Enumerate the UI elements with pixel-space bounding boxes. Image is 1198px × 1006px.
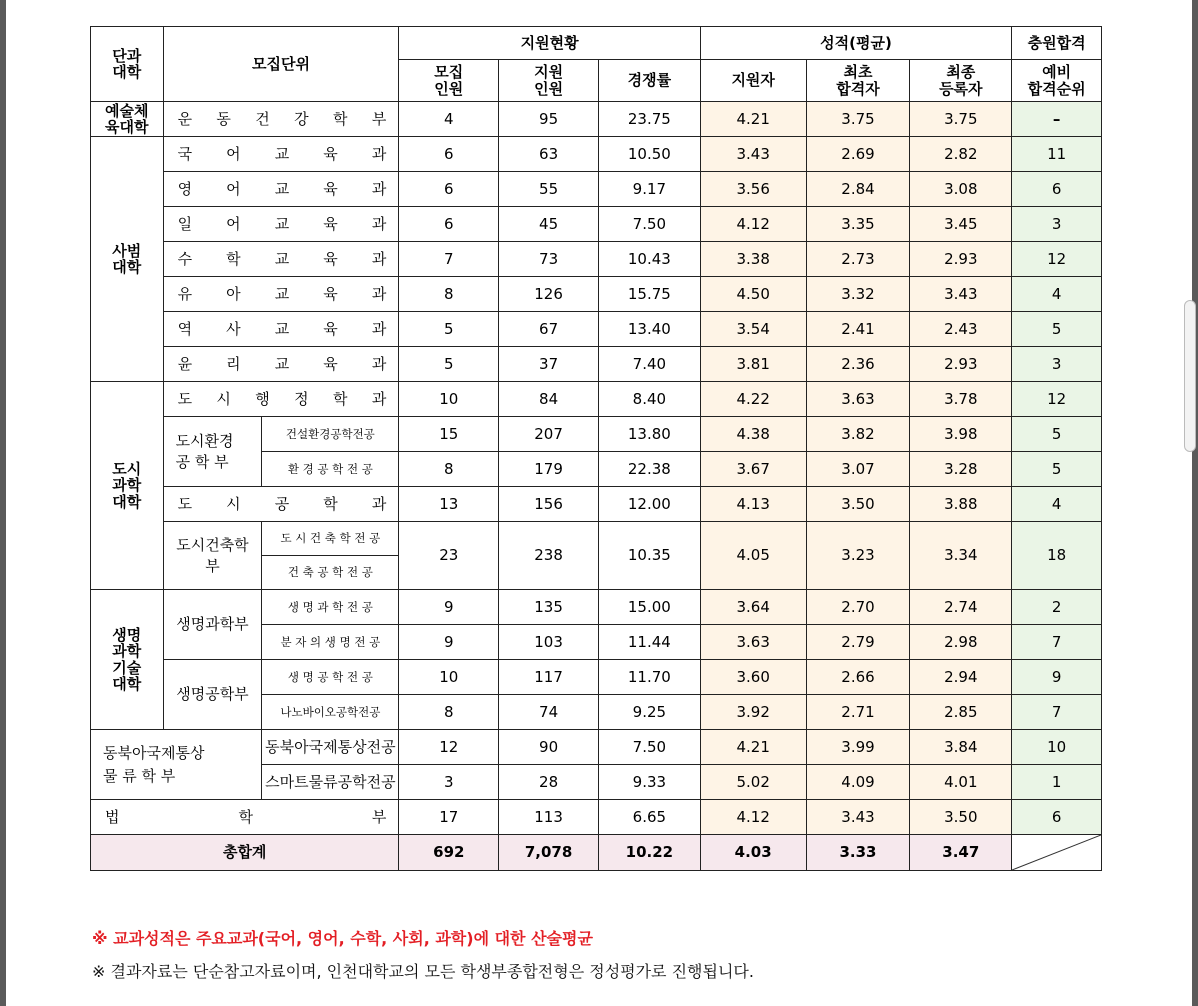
grade-final-cell: 3.98 — [910, 417, 1012, 452]
grade-applicant-cell: 4.38 — [700, 417, 806, 452]
quota-cell: 5 — [399, 347, 499, 382]
total-grade-first: 3.33 — [806, 835, 910, 871]
reserve-rank-cell: 3 — [1012, 347, 1102, 382]
admission-results-table — [90, 26, 1102, 871]
reserve-rank-cell: 9 — [1012, 660, 1102, 695]
unit-name: 역 사 교 육 과 — [163, 312, 399, 347]
reserve-rank-cell: 11 — [1012, 137, 1102, 172]
header-applicants: 지원 인원 — [499, 60, 599, 102]
ratio-cell: 13.80 — [598, 417, 700, 452]
footnotes — [92, 926, 754, 982]
grade-final-cell: 2.43 — [910, 312, 1012, 347]
grade-first-cell: 3.35 — [806, 207, 910, 242]
total-ratio: 10.22 — [598, 835, 700, 871]
applicants-cell: 28 — [499, 765, 599, 800]
grade-first-cell: 2.71 — [806, 695, 910, 730]
quota-cell: 13 — [399, 487, 499, 522]
table-row — [91, 137, 1102, 172]
applicants-cell: 238 — [499, 522, 599, 590]
diagonal-line — [1012, 835, 1101, 870]
applicants-cell: 55 — [499, 172, 599, 207]
reserve-rank-cell: 3 — [1012, 207, 1102, 242]
quota-cell: 8 — [399, 695, 499, 730]
ratio-cell: 7.50 — [598, 207, 700, 242]
college-law: 법 학 부 — [91, 800, 399, 835]
quota-cell: 10 — [399, 382, 499, 417]
grade-final-cell: 2.93 — [910, 242, 1012, 277]
table-row — [91, 277, 1102, 312]
ratio-cell: 9.17 — [598, 172, 700, 207]
grade-first-cell: 3.32 — [806, 277, 910, 312]
grade-applicant-cell: 3.60 — [700, 660, 806, 695]
grade-applicant-cell: 5.02 — [700, 765, 806, 800]
applicants-cell: 117 — [499, 660, 599, 695]
table-row — [91, 800, 1102, 835]
major-name: 나노바이오공학전공 — [262, 695, 399, 730]
ratio-cell: 13.40 — [598, 312, 700, 347]
grade-first-cell: 2.66 — [806, 660, 910, 695]
ratio-cell: 11.70 — [598, 660, 700, 695]
grade-applicant-cell: 3.43 — [700, 137, 806, 172]
ratio-cell: 22.38 — [598, 452, 700, 487]
applicants-cell: 74 — [499, 695, 599, 730]
major-name: 스마트물류공학전공 — [262, 765, 399, 800]
table-row — [91, 487, 1102, 522]
ratio-cell: 12.00 — [598, 487, 700, 522]
reserve-rank-cell: 4 — [1012, 487, 1102, 522]
total-grade-final: 3.47 — [910, 835, 1012, 871]
grade-applicant-cell: 4.12 — [700, 207, 806, 242]
grade-applicant-cell: 3.67 — [700, 452, 806, 487]
ratio-cell: 10.50 — [598, 137, 700, 172]
table-row — [91, 172, 1102, 207]
applicants-cell: 179 — [499, 452, 599, 487]
grade-applicant-cell: 4.21 — [700, 102, 806, 137]
header-quota: 모집 인원 — [399, 60, 499, 102]
unit-name: 일 어 교 육 과 — [163, 207, 399, 242]
note-reference: ※ 결과자료는 단순참고자료이며, 인천대학교의 모든 학생부종합전형은 정성평가로 진행됩니다. — [92, 962, 754, 981]
quota-cell: 7 — [399, 242, 499, 277]
header-first-pass: 최초 합격자 — [806, 60, 910, 102]
header-grades: 성적(평균) — [700, 27, 1011, 60]
college-logistics: 동북아국제통상 물 류 학 부 — [91, 730, 262, 800]
grade-applicant-cell: 3.38 — [700, 242, 806, 277]
table-row — [91, 312, 1102, 347]
applicants-cell: 84 — [499, 382, 599, 417]
total-row — [91, 835, 1102, 871]
table-row — [91, 207, 1102, 242]
grade-applicant-cell: 4.22 — [700, 382, 806, 417]
grade-final-cell: 3.28 — [910, 452, 1012, 487]
major-name: 도 시 건 축 학 전 공 — [262, 522, 399, 556]
reserve-rank-cell: 1 — [1012, 765, 1102, 800]
ratio-cell: 11.44 — [598, 625, 700, 660]
grade-final-cell: 2.94 — [910, 660, 1012, 695]
reserve-rank-cell: 7 — [1012, 625, 1102, 660]
grade-first-cell: 3.99 — [806, 730, 910, 765]
grade-applicant-cell: 4.50 — [700, 277, 806, 312]
table-row — [91, 242, 1102, 277]
grade-applicant-cell: 3.81 — [700, 347, 806, 382]
header-ratio: 경쟁률 — [598, 60, 700, 102]
grade-first-cell: 3.75 — [806, 102, 910, 137]
applicants-cell: 207 — [499, 417, 599, 452]
applicants-cell: 156 — [499, 487, 599, 522]
grade-final-cell: 2.74 — [910, 590, 1012, 625]
applicants-cell: 90 — [499, 730, 599, 765]
unit-group-urbanenv: 도시환경 공 학 부 — [163, 417, 262, 487]
college-education: 사범 대학 — [91, 137, 164, 382]
reserve-rank-cell: 10 — [1012, 730, 1102, 765]
quota-cell: 9 — [399, 625, 499, 660]
applicants-cell: 45 — [499, 207, 599, 242]
grade-first-cell: 3.63 — [806, 382, 910, 417]
ratio-cell: 9.25 — [598, 695, 700, 730]
major-name: 분 자 의 생 명 전 공 — [262, 625, 399, 660]
applicants-cell: 37 — [499, 347, 599, 382]
grade-final-cell: 4.01 — [910, 765, 1012, 800]
header-applicant-grade: 지원자 — [700, 60, 806, 102]
grade-final-cell: 2.85 — [910, 695, 1012, 730]
reserve-rank-cell: 6 — [1012, 800, 1102, 835]
note-grades: ※ 교과성적은 주요교과(국어, 영어, 수학, 사회, 과학)에 대한 산술평균 — [92, 929, 593, 948]
quota-cell: 3 — [399, 765, 499, 800]
table-row — [91, 730, 1102, 765]
total-applicants: 7,078 — [499, 835, 599, 871]
grade-final-cell: 3.50 — [910, 800, 1012, 835]
grade-applicant-cell: 3.54 — [700, 312, 806, 347]
reserve-rank-cell: 12 — [1012, 242, 1102, 277]
ratio-cell: 10.43 — [598, 242, 700, 277]
quota-cell: 5 — [399, 312, 499, 347]
grade-applicant-cell: 3.92 — [700, 695, 806, 730]
applicants-cell: 103 — [499, 625, 599, 660]
grade-first-cell: 2.36 — [806, 347, 910, 382]
grade-first-cell: 2.69 — [806, 137, 910, 172]
grade-first-cell: 3.23 — [806, 522, 910, 590]
grade-final-cell: 2.82 — [910, 137, 1012, 172]
grade-final-cell: 3.43 — [910, 277, 1012, 312]
ratio-cell: 15.75 — [598, 277, 700, 312]
major-name: 생 명 과 학 전 공 — [262, 590, 399, 625]
ratio-cell: 8.40 — [598, 382, 700, 417]
grade-first-cell: 2.41 — [806, 312, 910, 347]
quota-cell: 8 — [399, 452, 499, 487]
grade-first-cell: 3.82 — [806, 417, 910, 452]
quota-cell: 8 — [399, 277, 499, 312]
quota-cell: 6 — [399, 137, 499, 172]
total-diagonal-cell — [1012, 835, 1102, 871]
grade-final-cell: 3.84 — [910, 730, 1012, 765]
reserve-rank-cell: 2 — [1012, 590, 1102, 625]
major-name: 동북아국제통상전공 — [262, 730, 399, 765]
major-name: 환 경 공 학 전 공 — [262, 452, 399, 487]
document-page — [6, 0, 1192, 1006]
reserve-rank-cell: 5 — [1012, 312, 1102, 347]
unit-name: 윤 리 교 육 과 — [163, 347, 399, 382]
grade-applicant-cell: 4.13 — [700, 487, 806, 522]
grade-applicant-cell: 3.56 — [700, 172, 806, 207]
grade-first-cell: 2.84 — [806, 172, 910, 207]
college-life: 생명 과학 기술 대학 — [91, 590, 164, 730]
applicants-cell: 63 — [499, 137, 599, 172]
ratio-cell: 7.50 — [598, 730, 700, 765]
major-name: 생 명 공 학 전 공 — [262, 660, 399, 695]
grade-final-cell: 3.08 — [910, 172, 1012, 207]
college-arts: 예술체 육대학 — [91, 102, 164, 137]
quota-cell: 15 — [399, 417, 499, 452]
quota-cell: 23 — [399, 522, 499, 590]
ratio-cell: 6.65 — [598, 800, 700, 835]
table-row — [91, 417, 1102, 452]
major-name: 건설환경공학전공 — [262, 417, 399, 452]
grade-applicant-cell: 4.21 — [700, 730, 806, 765]
unit-name: 영 어 교 육 과 — [163, 172, 399, 207]
unit-group-arch: 도시건축학 부 — [163, 522, 262, 590]
total-grade-applicant: 4.03 — [700, 835, 806, 871]
grade-first-cell: 3.43 — [806, 800, 910, 835]
ratio-cell: 10.35 — [598, 522, 700, 590]
reserve-rank-cell: 6 — [1012, 172, 1102, 207]
grade-first-cell: 2.73 — [806, 242, 910, 277]
unit-name: 국 어 교 육 과 — [163, 137, 399, 172]
table-row — [91, 102, 1102, 137]
total-quota: 692 — [399, 835, 499, 871]
applicants-cell: 73 — [499, 242, 599, 277]
total-label: 총합계 — [91, 835, 399, 871]
grade-applicant-cell: 4.05 — [700, 522, 806, 590]
reserve-rank-cell: 5 — [1012, 417, 1102, 452]
unit-name: 도 시 공 학 과 — [163, 487, 399, 522]
grade-final-cell: 2.98 — [910, 625, 1012, 660]
grade-first-cell: 3.50 — [806, 487, 910, 522]
header-app-status: 지원현황 — [399, 27, 700, 60]
table-row — [91, 590, 1102, 625]
header-extra-pass: 충원합격 — [1012, 27, 1102, 60]
grade-final-cell: 3.75 — [910, 102, 1012, 137]
major-name: 건 축 공 학 전 공 — [262, 556, 399, 590]
applicants-cell: 95 — [499, 102, 599, 137]
header-reserve-rank: 예비 합격순위 — [1012, 60, 1102, 102]
reserve-rank-cell: – — [1012, 102, 1102, 137]
reserve-rank-cell: 4 — [1012, 277, 1102, 312]
grade-final-cell: 3.88 — [910, 487, 1012, 522]
quota-cell: 10 — [399, 660, 499, 695]
quota-cell: 6 — [399, 172, 499, 207]
grade-final-cell: 3.45 — [910, 207, 1012, 242]
unit-group-lifesci: 생명과학부 — [163, 590, 262, 660]
unit-name: 도 시 행 정 학 과 — [163, 382, 399, 417]
quota-cell: 4 — [399, 102, 499, 137]
unit-name: 유 아 교 육 과 — [163, 277, 399, 312]
reserve-rank-cell: 12 — [1012, 382, 1102, 417]
quota-cell: 12 — [399, 730, 499, 765]
applicants-cell: 126 — [499, 277, 599, 312]
grade-applicant-cell: 3.64 — [700, 590, 806, 625]
grade-first-cell: 2.70 — [806, 590, 910, 625]
reserve-rank-cell: 7 — [1012, 695, 1102, 730]
applicants-cell: 67 — [499, 312, 599, 347]
table-row — [91, 347, 1102, 382]
header-college: 단과 대학 — [91, 27, 164, 102]
table-row — [91, 660, 1102, 695]
grade-final-cell: 3.78 — [910, 382, 1012, 417]
table-row — [91, 522, 1102, 556]
grade-final-cell: 2.93 — [910, 347, 1012, 382]
grade-first-cell: 4.09 — [806, 765, 910, 800]
header-unit: 모집단위 — [163, 27, 399, 102]
unit-group-lifeeng: 생명공학부 — [163, 660, 262, 730]
applicants-cell: 135 — [499, 590, 599, 625]
quota-cell: 9 — [399, 590, 499, 625]
grade-applicant-cell: 4.12 — [700, 800, 806, 835]
grade-final-cell: 3.34 — [910, 522, 1012, 590]
unit-name: 운 동 건 강 학 부 — [163, 102, 399, 137]
header-final-reg: 최종 등록자 — [910, 60, 1012, 102]
reserve-rank-cell: 5 — [1012, 452, 1102, 487]
reserve-rank-cell: 18 — [1012, 522, 1102, 590]
ratio-cell: 7.40 — [598, 347, 700, 382]
unit-name: 수 학 교 육 과 — [163, 242, 399, 277]
scroll-handle[interactable] — [1184, 300, 1196, 452]
grade-first-cell: 3.07 — [806, 452, 910, 487]
grade-applicant-cell: 3.63 — [700, 625, 806, 660]
ratio-cell: 23.75 — [598, 102, 700, 137]
college-urban: 도시 과학 대학 — [91, 382, 164, 590]
ratio-cell: 15.00 — [598, 590, 700, 625]
quota-cell: 6 — [399, 207, 499, 242]
ratio-cell: 9.33 — [598, 765, 700, 800]
grade-first-cell: 2.79 — [806, 625, 910, 660]
applicants-cell: 113 — [499, 800, 599, 835]
quota-cell: 17 — [399, 800, 499, 835]
table-row — [91, 382, 1102, 417]
